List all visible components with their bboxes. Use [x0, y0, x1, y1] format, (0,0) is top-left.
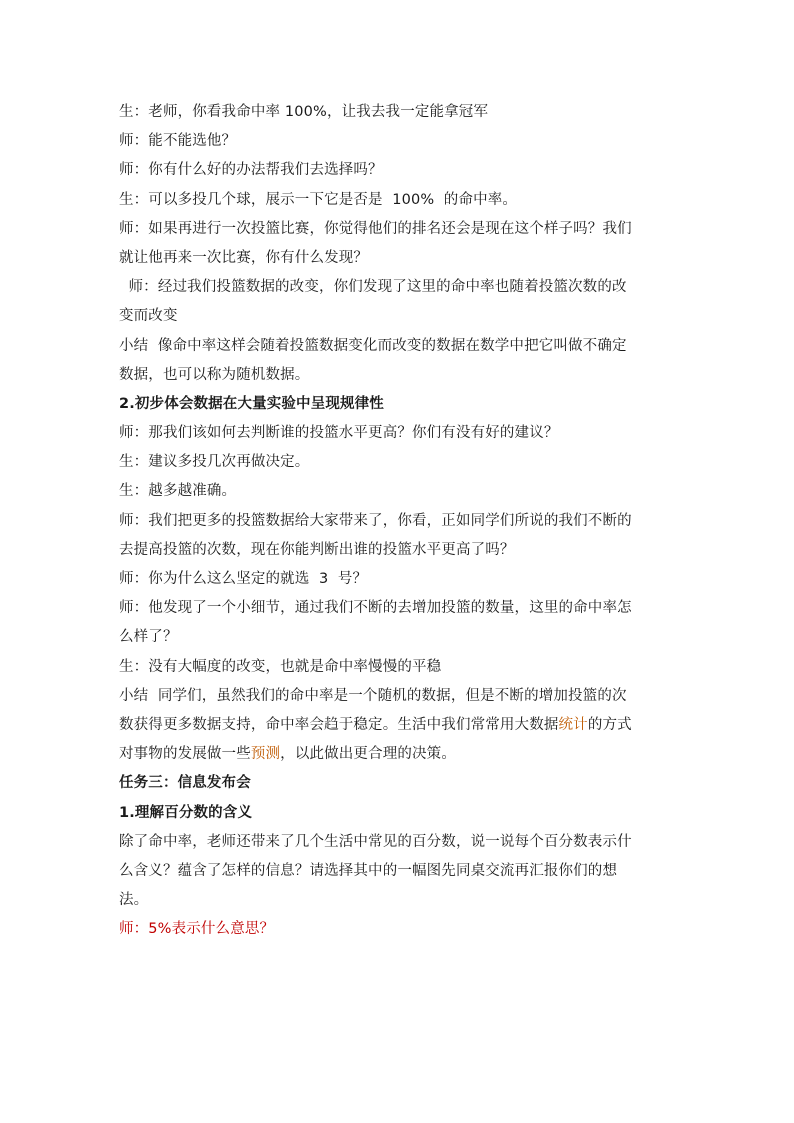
dialogue-line: 师：你有什么好的办法帮我们去选择吗？: [119, 162, 383, 179]
highlight-tongji: 统计: [558, 716, 588, 733]
summary-text: 的方式: [587, 716, 632, 733]
dialogue-line: 生：老师，你看我命中率 100%，让我去我一定能拿冠军: [119, 104, 489, 120]
dialogue-line: 师：我们把更多的投篮数据给大家带来了，你看，正如同学们所说的我们不断的: [119, 512, 632, 529]
dialogue-line: 师：那我们该如何去判断谁的投篮水平更高？你们有没有好的建议？: [119, 425, 559, 442]
dialogue-line: 师：能不能选他？: [119, 133, 237, 150]
summary-line: 小结 像命中率这样会随着投篮数据变化而改变的数据在数学中把它叫做不确定: [119, 337, 627, 354]
section-heading: 2.初步体会数据在大量实验中呈现规律性: [119, 395, 384, 412]
dialogue-line: 生：没有大幅度的改变，也就是命中率慢慢的平稳: [119, 658, 442, 675]
dialogue-line: 生：可以多投几个球，展示一下它是否是 100% 的命中率。: [119, 191, 518, 208]
dialogue-line: 么样了？: [119, 629, 178, 646]
dialogue-line: 师：经过我们投篮数据的改变，你们发现了这里的命中率也随着投篮次数的改: [119, 279, 627, 296]
summary-line: [119, 740, 679, 769]
dialogue-line: 就让他再来一次比赛，你有什么发现？: [119, 249, 369, 266]
dialogue-line: 师：如果再进行一次投篮比赛，你觉得他们的排名还会是现在这个样子吗？我们: [119, 220, 632, 237]
summary-line: 小结 同学们，虽然我们的命中率是一个随机的数据，但是不断的增加投篮的次: [119, 687, 627, 704]
dialogue-line: 变而改变: [119, 308, 178, 325]
body-line: 么含义？蕴含了怎样的信息？请选择其中的一幅图先同桌交流再汇报你们的想: [119, 862, 618, 879]
summary-line: 数据，也可以称为随机数据。: [119, 366, 310, 383]
dialogue-line: 师：他发现了一个小细节，通过我们不断的去增加投篮的数量，这里的命中率怎: [119, 600, 632, 617]
dialogue-line: 生：越多越准确。: [119, 483, 237, 500]
task-heading: 任务三：信息发布会: [119, 775, 251, 792]
summary-text: 数获得更多数据支持，命中率会趋于稳定。生活中我们常常用大数据: [119, 716, 559, 733]
section-heading: 1.理解百分数的含义: [119, 804, 253, 821]
highlight-yuce: 预测: [250, 746, 281, 763]
dialogue-line: 去提高投篮的次数，现在你能判断出谁的投篮水平更高了吗？: [119, 541, 515, 558]
body-line: 法。: [119, 892, 149, 909]
summary-text: ，以此做出更合理的决策。: [280, 746, 456, 763]
summary-line: [119, 711, 679, 740]
document-body: [119, 98, 679, 944]
summary-text: 对事物的发展做一些: [119, 746, 251, 763]
dialogue-line: 生：建议多投几次再做决定。: [119, 454, 310, 471]
question-line: 师：5%表示什么意思？: [119, 921, 275, 938]
body-line: 除了命中率，老师还带来了几个生活中常见的百分数，说一说每个百分数表示什: [119, 833, 632, 850]
dialogue-line: 师：你为什么这么坚定的就选 3 号？: [119, 571, 368, 587]
